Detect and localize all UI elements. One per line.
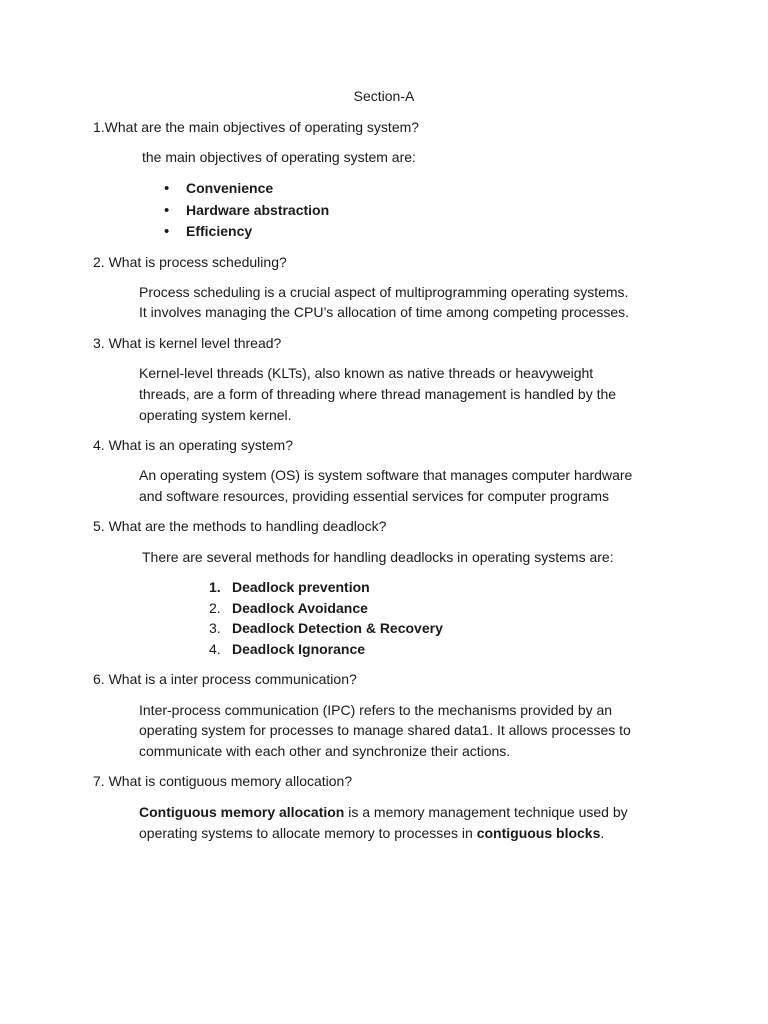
list-number: 3. xyxy=(209,620,221,637)
answer-text: operating systems to allocate memory to processes in xyxy=(139,825,477,841)
objectives-list xyxy=(186,178,329,243)
answer-text: . xyxy=(600,825,605,841)
answer-3-line-2: threads, are a form of threading where thread management is handled by the xyxy=(139,386,617,402)
list-text: Deadlock Avoidance xyxy=(232,599,368,616)
list-item: • Efficiency xyxy=(186,221,329,243)
deadlock-methods-list xyxy=(209,577,443,659)
bold-term: Contiguous memory allocation xyxy=(139,804,345,820)
answer-6-line-3: communicate with each other and synchronize their actions. xyxy=(139,743,511,759)
list-item xyxy=(209,577,443,598)
list-item xyxy=(209,618,443,639)
list-number: 4. xyxy=(209,640,221,657)
answer-4-line-1: An operating system (OS) is system software that manages computer hardware xyxy=(139,467,633,483)
list-number: 2. xyxy=(209,599,221,616)
bold-term: contiguous blocks xyxy=(476,825,601,841)
question-2: 2. What is process scheduling? xyxy=(93,254,287,270)
list-text: Deadlock Detection & Recovery xyxy=(232,620,443,637)
question-1: 1.What are the main objectives of operating system? xyxy=(93,119,420,135)
answer-2-line-2: It involves managing the CPU’s allocation of time among competing processes. xyxy=(139,304,629,320)
list-number: 1. xyxy=(209,579,221,595)
section-title: Section-A xyxy=(353,88,415,104)
list-item xyxy=(209,639,443,660)
question-7: 7. What is contiguous memory allocation? xyxy=(93,773,353,789)
question-6: 6. What is a inter process communication? xyxy=(93,671,357,687)
list-item: • Hardware abstraction xyxy=(186,200,329,222)
answer-4-line-2: and software resources, providing essential services for computer programs xyxy=(139,488,609,504)
list-text: Deadlock Ignorance xyxy=(232,640,366,657)
answer-6-line-1: Inter-process communication (IPC) refers to the mechanisms provided by an xyxy=(139,702,613,718)
question-4: 4. What is an operating system? xyxy=(93,437,293,453)
answer-3-line-3: operating system kernel. xyxy=(139,407,292,423)
answer-6-line-2: operating system for processes to manage shared data1. It allows processes to xyxy=(139,722,631,738)
answer-7-line-1 xyxy=(139,802,628,823)
question-5: 5. What are the methods to handling deadlock? xyxy=(93,518,387,534)
list-text: Deadlock prevention xyxy=(232,579,370,595)
answer-7-line-2 xyxy=(139,823,604,844)
question-3: 3. What is kernel level thread? xyxy=(93,335,282,351)
list-item xyxy=(209,598,443,619)
list-item: • Convenience xyxy=(186,178,329,200)
answer-5-intro: There are several methods for handling deadlocks in operating systems are: xyxy=(142,549,614,565)
answer-1-intro: the main objectives of operating system are: xyxy=(142,149,416,165)
answer-text: is a memory management technique used by xyxy=(344,804,628,820)
answer-2-line-1: Process scheduling is a crucial aspect of multiprogramming operating systems. xyxy=(139,284,629,300)
answer-3-line-1: Kernel-level threads (KLTs), also known as native threads or heavyweight xyxy=(139,365,594,381)
